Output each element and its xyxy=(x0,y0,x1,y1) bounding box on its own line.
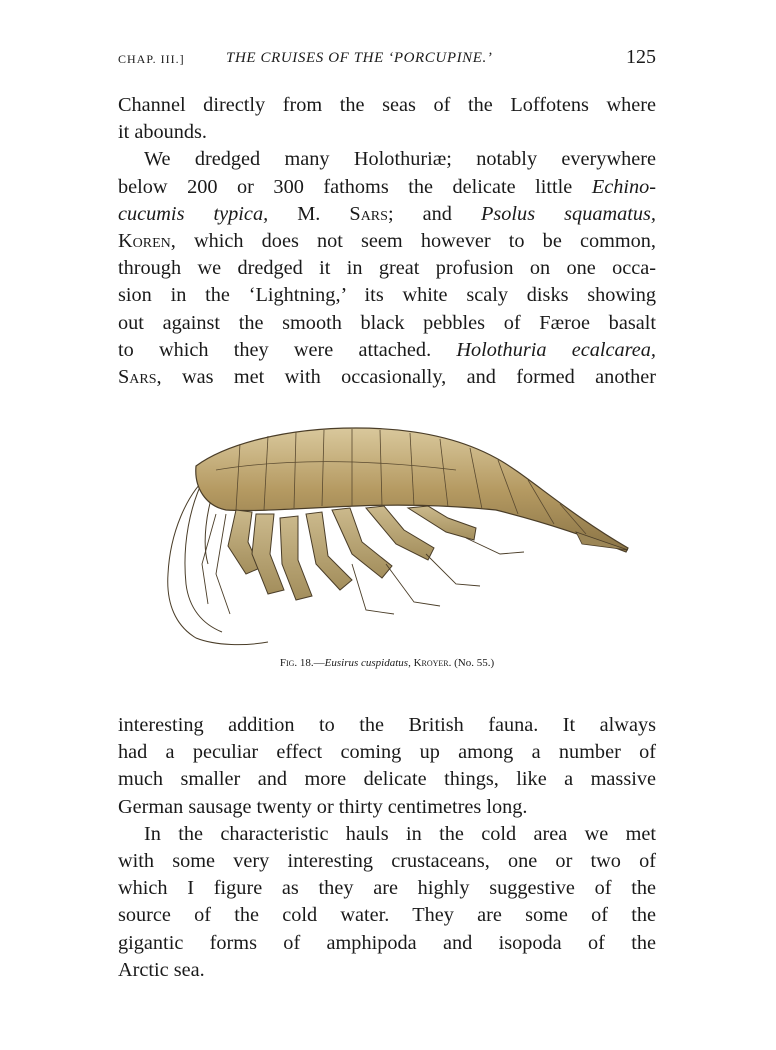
paragraph-2-line xyxy=(118,201,656,228)
figure-note: . (No. 55.) xyxy=(448,657,495,669)
text-block-lower xyxy=(118,712,656,984)
paragraph-2-line: sion in the ‘Lightning,’ its white scaly disks showing xyxy=(118,284,656,307)
text-run: ; and xyxy=(387,202,452,225)
paragraph-3-line: interesting addition to the British fauna. It always xyxy=(118,714,656,736)
author-name: Sars xyxy=(118,365,157,388)
paragraph-1-line: it abounds. xyxy=(118,121,208,144)
chapter-label: CHAP. III.] xyxy=(118,52,185,66)
paragraph-4-line: Arctic sea. xyxy=(118,958,205,981)
paragraph-2-line xyxy=(118,174,656,201)
paragraph-2-line xyxy=(118,364,656,391)
text-run: M. xyxy=(297,202,321,225)
paragraph-2-line: through we dredged it in great profusion on one occa- xyxy=(118,257,656,280)
species-name: Eusirus cuspidatus xyxy=(324,657,409,669)
paragraph-2-line xyxy=(118,337,656,364)
paragraph-4-line: source of the cold water. They are some of the xyxy=(118,904,656,927)
author-name: Kroyer xyxy=(413,657,449,669)
figure-label: Fig. 18.— xyxy=(279,657,325,669)
paragraph-2-line: out against the smooth black pebbles of Færoe basalt xyxy=(118,311,656,334)
paragraph-4-line: with some very interesting crustaceans, one or two of xyxy=(118,849,656,872)
species-name: cucumis typica, xyxy=(118,202,269,225)
amphipod-illustration xyxy=(156,414,634,658)
running-title: THE CRUISES OF THE ‘PORCUPINE.’ xyxy=(226,50,493,66)
running-head xyxy=(118,46,656,70)
paragraph-3-line: German sausage twenty or thirty centimetres long. xyxy=(118,795,528,818)
author-name: Sars xyxy=(349,202,388,225)
paragraph-3-line: much smaller and more delicate things, like a massive xyxy=(118,768,656,791)
text-block-upper xyxy=(118,92,656,391)
figure-caption: Fig. 18.—Eusirus cuspidatus, Kroyer. (No. 55.) xyxy=(279,657,495,669)
text-run: below 200 or 300 fathoms the delicate little xyxy=(118,175,573,198)
paragraph-1-line: Channel directly from the seas of the Loffotens where xyxy=(118,94,656,116)
text-run: , was met with occasionally, and formed another xyxy=(156,365,656,388)
text-run: , which does not seem however to be common, xyxy=(170,229,656,252)
species-name: Holothuria ecalcarea, xyxy=(456,338,656,361)
species-name: Echino- xyxy=(591,175,657,198)
paragraph-4-line: In the characteristic hauls in the cold area we met xyxy=(144,822,656,845)
paragraph-2-line: We dredged many Holothuriæ; notably everywhere xyxy=(144,148,656,171)
paragraph-4-line: gigantic forms of amphipoda and isopoda of the xyxy=(118,931,656,954)
page-number: 125 xyxy=(626,46,656,68)
amphipod-drawing xyxy=(156,414,634,658)
paragraph-4-line: which I figure as they are highly suggestive of the xyxy=(118,877,656,900)
paragraph-3-line: had a peculiar effect coming up among a number of xyxy=(118,741,656,764)
text-run: to which they were attached. xyxy=(118,338,432,361)
species-name: Psolus squamatus, xyxy=(481,202,656,225)
paragraph-2-line xyxy=(118,228,656,255)
author-name: Koren xyxy=(118,229,171,252)
